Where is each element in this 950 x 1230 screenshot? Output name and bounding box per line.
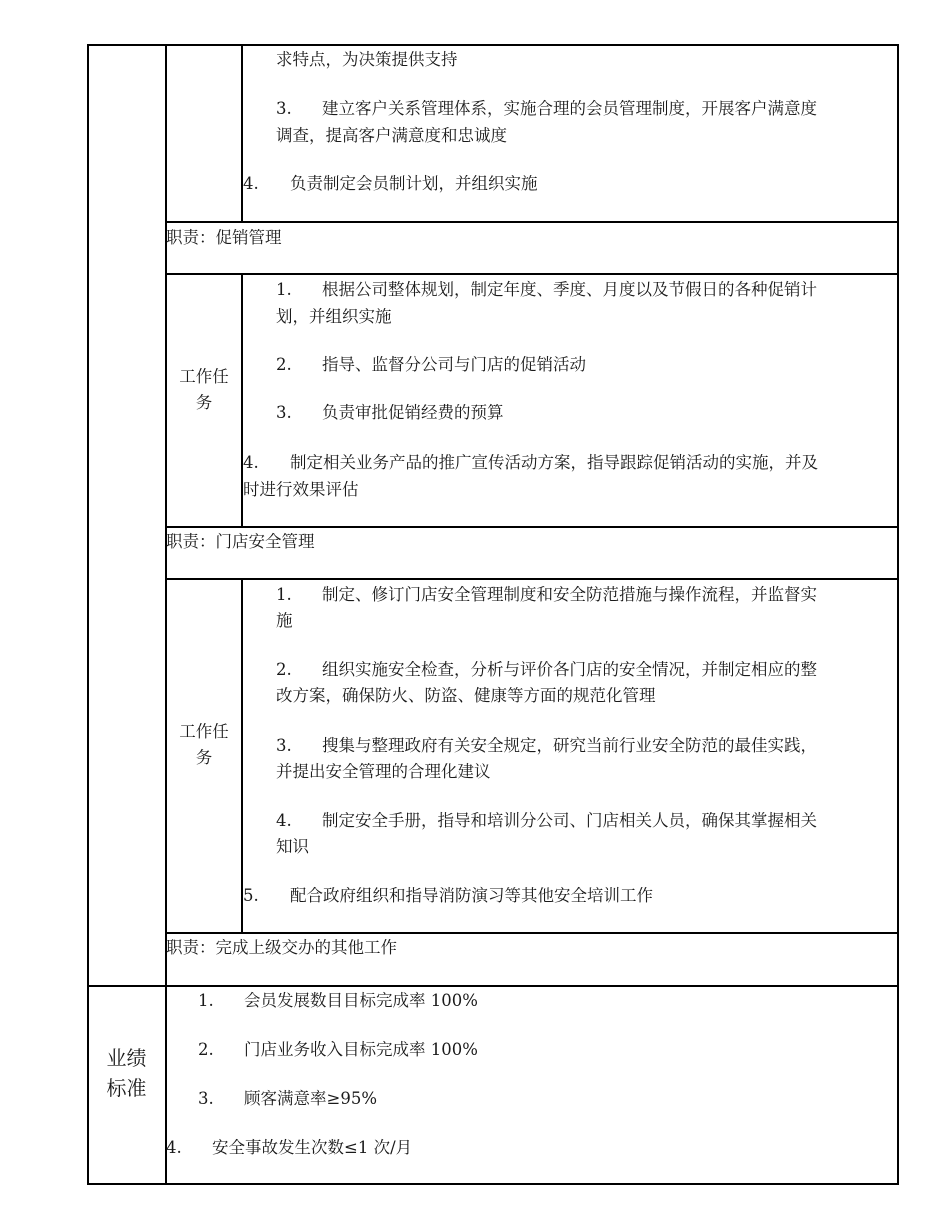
task-number: 4. xyxy=(243,174,259,193)
task-text: 负责制定会员制计划，并组织实施 xyxy=(290,174,538,193)
standard-number: 3. xyxy=(198,1089,214,1108)
task-text: 配合政府组织和指导消防演习等其他安全培训工作 xyxy=(290,886,653,905)
task-number: 2. xyxy=(276,355,292,374)
task-text: 指导、监督分公司与门店的促销活动 xyxy=(322,355,586,374)
standard-text: 门店业务收入目标完成率 100% xyxy=(244,1040,478,1059)
task-number: 3. xyxy=(276,403,292,422)
task-text: 制定相关业务产品的推广宣传活动方案，指导跟踪促销活动的实施，并及 xyxy=(290,453,818,472)
task-text: 施 xyxy=(276,611,293,630)
task-number: 2. xyxy=(276,660,292,679)
standard-text: 安全事故发生次数≤1 次/月 xyxy=(212,1138,413,1157)
work-task-label: 工作任 务 xyxy=(179,367,229,412)
task-text: 划，并组织实施 xyxy=(276,307,392,326)
task-text: 并提出安全管理的合理化建议 xyxy=(276,762,491,781)
inner-divider xyxy=(165,578,899,580)
standard-number: 4. xyxy=(166,1138,182,1157)
task-text: 知识 xyxy=(276,837,309,856)
duty-heading: 职责：促销管理 xyxy=(166,228,282,247)
task-text: 改方案，确保防火、防盗、健康等方面的规范化管理 xyxy=(276,686,656,705)
inner-divider xyxy=(165,273,899,275)
task-text: 调查，提高客户满意度和忠诚度 xyxy=(276,126,507,145)
inner-divider xyxy=(165,221,899,223)
task-number: 1. xyxy=(276,280,292,299)
duty-heading: 职责：门店安全管理 xyxy=(166,532,315,551)
standard-text: 顾客满意率≥95% xyxy=(244,1089,377,1108)
table-border-bottom xyxy=(87,1183,899,1185)
row-divider xyxy=(87,985,899,987)
task-number: 4. xyxy=(276,811,292,830)
task-number: 3. xyxy=(276,99,292,118)
task-text: 根据公司整体规划，制定年度、季度、月度以及节假日的各种促销计 xyxy=(322,280,817,299)
inner-divider xyxy=(165,932,899,934)
inner-divider xyxy=(165,526,899,528)
task-number: 5. xyxy=(243,886,259,905)
column-divider-outer xyxy=(165,44,167,1185)
standard-number: 2. xyxy=(198,1040,214,1059)
task-text: 搜集与整理政府有关安全规定，研究当前行业安全防范的最佳实践， xyxy=(322,736,817,755)
task-text: 组织实施安全检查，分析与评价各门店的安全情况，并制定相应的整 xyxy=(322,660,817,679)
table-border-right xyxy=(897,44,899,1185)
task-text: 负责审批促销经费的预算 xyxy=(322,403,504,422)
task-text: 时进行效果评估 xyxy=(243,480,359,499)
task-number: 1. xyxy=(276,585,292,604)
task-text: 制定、修订门店安全管理制度和安全防范措施与操作流程，并监督实 xyxy=(322,585,817,604)
performance-label: 业绩 标准 xyxy=(106,1046,147,1100)
task-number: 3. xyxy=(276,736,292,755)
table-border-top xyxy=(87,44,899,46)
task-text: 求特点，为决策提供支持 xyxy=(276,50,458,69)
task-text: 建立客户关系管理体系，实施合理的会员管理制度，开展客户满意度 xyxy=(322,99,817,118)
table-border-left xyxy=(87,44,89,1185)
task-number: 4. xyxy=(243,453,259,472)
work-task-label: 工作任 务 xyxy=(179,722,229,767)
task-text: 制定安全手册，指导和培训分公司、门店相关人员，确保其掌握相关 xyxy=(322,811,817,830)
standard-text: 会员发展数目目标完成率 100% xyxy=(244,991,478,1010)
duty-heading: 职责：完成上级交办的其他工作 xyxy=(166,938,397,957)
standard-number: 1. xyxy=(198,991,214,1010)
